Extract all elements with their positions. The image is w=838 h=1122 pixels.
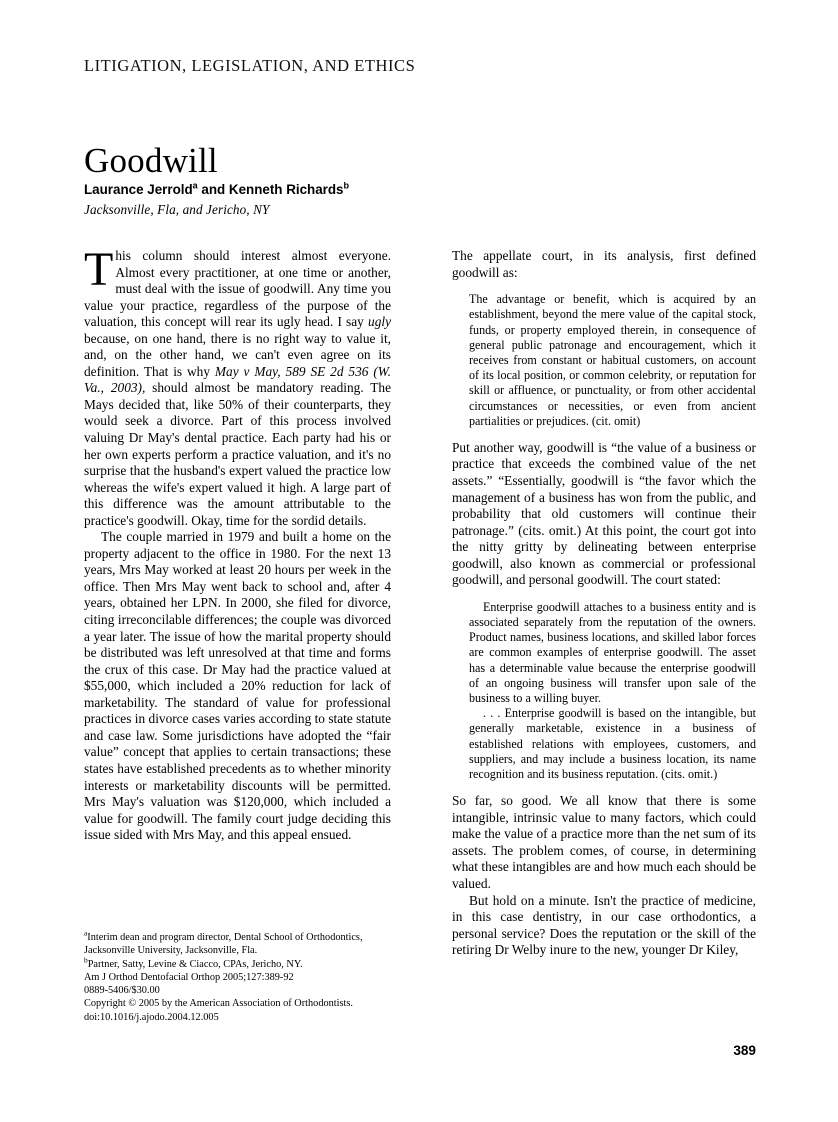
intro-text-part-2: because, on one hand, there is no right way to value it, and, on the other hand, we can't even agree on its definition. That is why: [84, 330, 391, 379]
body-column-left: [84, 243, 391, 844]
footnote-a-marker: a: [84, 928, 88, 938]
blockquote-goodwill-definition-text: The advantage or benefit, which is acquired by an establishment, beyond the mere value of the capital stock, funds, or property employed therein, in consequence of general public patronage and encouragement, which it receives from constant or habitual customers, on account of its local position, or common celebrity, or reputation for skill or affluence, or punctuality, or from other accidental circumstances or necessities, or even from ancient partialities or prejudices. (cit. omit): [469, 292, 756, 428]
blockquote-goodwill-definition: [452, 292, 756, 429]
paragraph-appellate-court: The appellate court, in its analysis, first defined goodwill as:: [452, 248, 756, 280]
intro-emphasis-ugly: ugly: [368, 314, 391, 330]
blockquote-enterprise-goodwill-text-2: . . . Enterprise goodwill is based on the intangible, but generally marketable, existence in a business of established relations with employees, customers, and suppliers, and may include a business location, its name recognition and its business reputation. (cits. omit.): [469, 706, 756, 782]
footnote-b-text: Partner, Satty, Levine & Ciacco, CPAs, Jericho, NY.: [87, 958, 303, 970]
footnote-a-text: Interim dean and program director, Dental School of Orthodontics, Jacksonville University, Jacksonville, Fla.: [84, 932, 363, 957]
page-title: Goodwill: [84, 141, 218, 181]
blockquote-enterprise-goodwill-text-1: Enterprise goodwill attaches to a business entity and is associated separately from the reputation of the owners. Product names, business locations, and skilled labor forces are common examples of enterprise goodwill. The asset has a determinable value because the enterprise goodwill of an ongoing business will transfer upon sale of the business to a willing buyer.: [469, 599, 756, 706]
footnote-b-marker: b: [84, 955, 88, 965]
intro-text-part-1: his column should interest almost everyone. Almost every practitioner, at one time or another, must deal with the issue of goodwill. Any time you value your practice, regardless of the purpose of the valuation, this concept will rear its ugly head. I say: [84, 248, 391, 330]
footnotes-block: [84, 928, 396, 1024]
author-conjunction: and Kenneth Richards: [197, 182, 344, 197]
journal-citation: Am J Orthod Dentofacial Orthop 2005;127:389-92: [84, 971, 294, 983]
intro-text-part-3: should almost be mandatory reading. The Mays decided that, like 50% of their counterparts, they would seek a divorce. Part of this process involved valuing Dr May's dental practice. Each party had his or her own experts perform a practice valuation, and it's no surprise that the husband's expert valued the practice low whereas the wife's expert valued it high. A large part of this difference was the amount attributable to the practice's goodwill. Okay, time for the sordid details.: [84, 380, 391, 528]
paragraph-case-facts: The couple married in 1979 and built a home on the property adjacent to the office in 1980. For the next 13 years, Mrs May worked at least 20 hours per week in the office. Then Mrs May went back to school and, after 4 years, obtained her LPN. In 2000, she filed for divorce, citing irreconcilable differences; the couple was divorced a year later. The issue of how the marital property should be distributed was left unresolved at that time and forms the crux of this case. Dr May had the practice valued at $55,000, which included a 20% reduction for lack of marketability. The standard of value for professional practices in divorce cases varies according to state statute and case law. Some jurisdictions have adopted the “fair value” concept that applies to certain transactions; these states have established precedents as to whether minority interests or marketability discounts will be permitted. Mrs May's valuation was $120,000, which included a value for goodwill. The family court judge deciding this issue sided with Mrs May, and this appeal ensued.: [84, 529, 391, 843]
paragraph-but-hold-on: But hold on a minute. Isn't the practice of medicine, in this case dentistry, in our case orthodontics, a personal service? Does the reputation or the skill of the retiring Dr Welby inure to the new, younger Dr Kiley,: [452, 892, 756, 958]
author-one: Laurance Jerrold: [84, 182, 193, 197]
author-byline: [84, 182, 349, 197]
footnote-a: [84, 928, 396, 958]
issn-price: 0889-5406/$30.00: [84, 985, 160, 997]
case-citation: May v May, 589 SE 2d 536 (W. Va., 2003),: [84, 363, 391, 396]
footnote-b: [84, 955, 396, 971]
author-one-footnote-marker: a: [192, 180, 198, 191]
author-two-footnote-marker: b: [343, 180, 350, 191]
author-affiliation: Jacksonville, Fla, and Jericho, NY: [84, 202, 270, 217]
drop-cap: T: [84, 243, 114, 296]
blockquote-enterprise-goodwill: [452, 600, 756, 782]
paragraph-intro: [84, 243, 391, 529]
page-number: 389: [733, 1043, 756, 1058]
paragraph-so-far-so-good: So far, so good. We all know that there is some intangible, intrinsic value to many factors, which could make the value of a practice more than the net sum of its assets. The problem comes, of course, in determining what these intangibles are and how much each should be valued.: [452, 793, 756, 892]
copyright-notice: Copyright © 2005 by the American Association of Orthodontists.: [84, 998, 353, 1010]
paragraph-put-another-way: Put another way, goodwill is “the value of a business or practice that exceeds the combined value of the net assets.” “Essentially, goodwill is “the favor which the management of a business has won from the public, and probability that old customers will continue their patronage.” (cits. omit.) At this point, the court got into the nitty gritty by delineating between enterprise goodwill, also known as commercial or professional goodwill, and personal goodwill. The court stated:: [452, 439, 756, 588]
section-header: LITIGATION, LEGISLATION, AND ETHICS: [84, 56, 416, 75]
doi: doi:10.1016/j.ajodo.2004.12.005: [84, 1011, 219, 1023]
body-column-right: [452, 248, 756, 959]
